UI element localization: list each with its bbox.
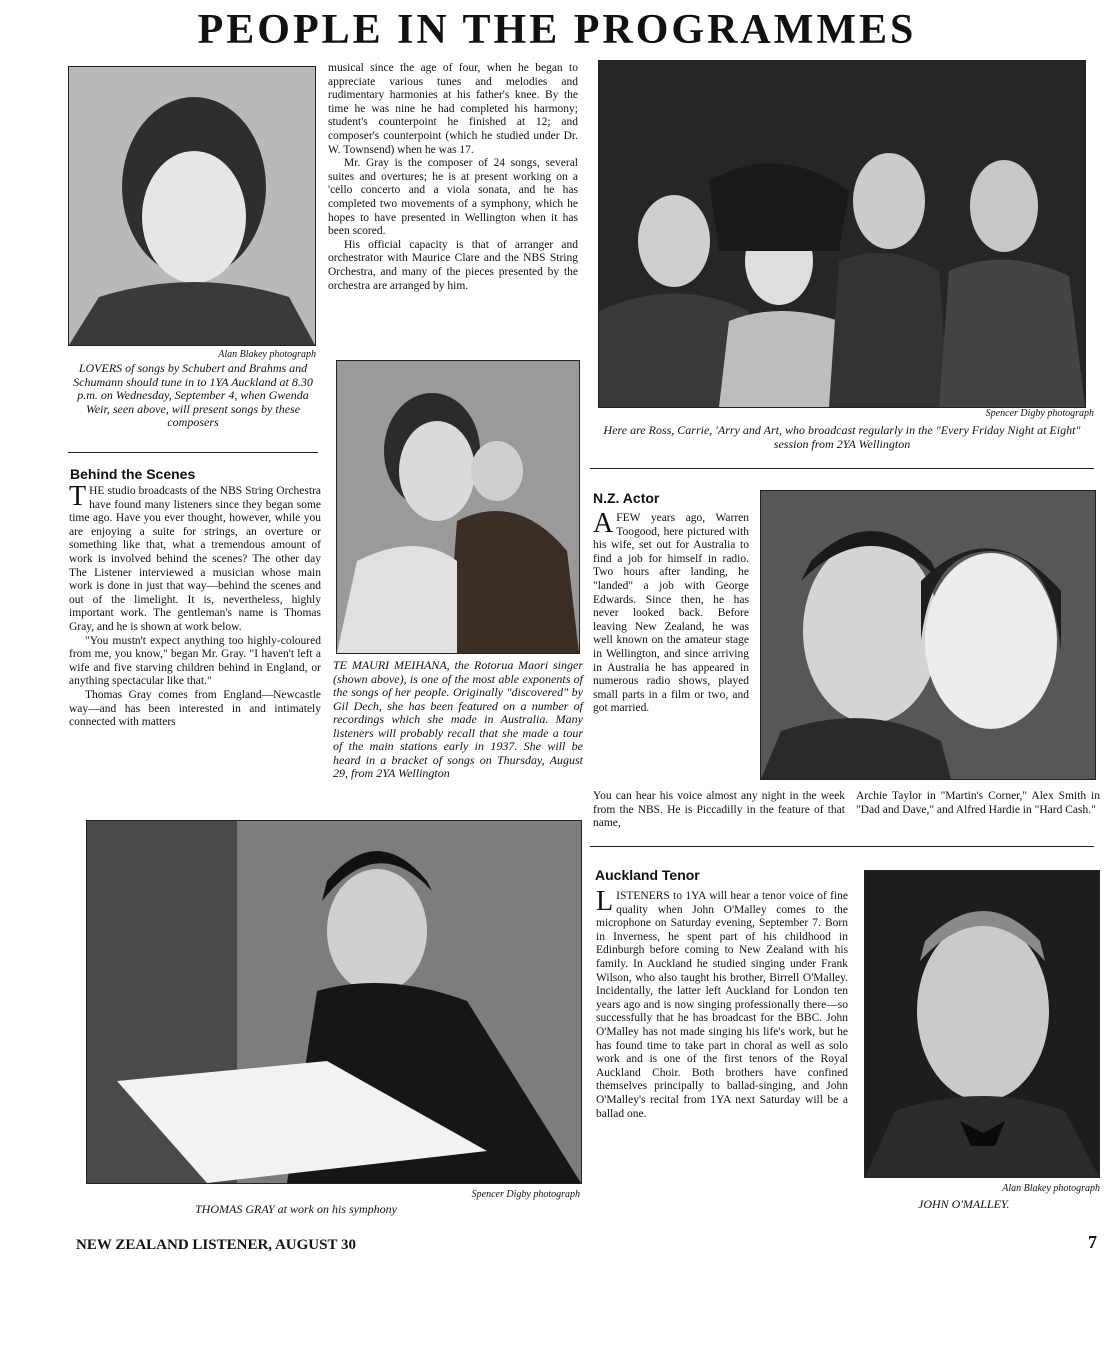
group-photo-credit: Spencer Digby photograph bbox=[985, 408, 1094, 419]
nz-actor-heading: N.Z. Actor bbox=[593, 490, 660, 506]
behind-scenes-paragraph: "You mustn't expect anything too highly-coloured from me, you know," began Mr. Gray. "I haven't left a wife and five starving children behind in England, or anything spectacular like that." bbox=[69, 634, 321, 688]
nz-actor-body bbox=[593, 508, 749, 716]
thomas-gray-photo bbox=[86, 820, 582, 1184]
group-caption: Here are Ross, Carrie, 'Arry and Art, who broadcast regularly in the "Every Friday Night at Eight" session from 2YA Wellington bbox=[603, 423, 1081, 451]
warren-toogood-photo bbox=[760, 490, 1096, 780]
gray-photo-credit: Spencer Digby photograph bbox=[471, 1189, 580, 1200]
gwenda-weir-photo bbox=[68, 66, 316, 346]
nz-actor-continued-right: Archie Taylor in "Martin's Corner," Alex Smith in "Dad and Dave," and Alfred Hardie in "Hard Cash." bbox=[856, 790, 1100, 816]
gray-caption: THOMAS GRAY at work on his symphony bbox=[195, 1202, 397, 1216]
dropcap: T bbox=[69, 481, 87, 512]
divider bbox=[68, 452, 318, 453]
omalley-caption: JOHN O'MALLEY. bbox=[918, 1197, 1010, 1211]
divider bbox=[590, 846, 1094, 847]
weir-caption: LOVERS of songs by Schubert and Brahms and Schumann should tune in to 1YA Auckland at 8.30 p.m. on Wednesday, September 4, when Gwenda Weir, seen above, will present songs by these composers bbox=[73, 361, 313, 429]
dropcap: A bbox=[593, 508, 614, 539]
behind-scenes-paragraph: HE studio broadcasts of the NBS String Orchestra have found many listeners since they began some time ago. Have you ever thought, however, while you are enjoying a suite for strings, an overture or something like that, what a tremendous amount of work is involved behind the scenes? The other day The Listener interviewed a musician whose main work is done in just that way—behind the scenes and out of the limelight. It is, nevertheless, highly important work. The gentleman's name is Thomas Gray, and he is shown at work below. bbox=[69, 485, 321, 633]
page-number: 7 bbox=[1088, 1232, 1097, 1252]
dropcap: L bbox=[596, 886, 614, 917]
gray-article-continued bbox=[328, 62, 578, 293]
auckland-tenor-heading: Auckland Tenor bbox=[595, 867, 700, 883]
meihana-caption: TE MAURI MEIHANA, the Rotorua Maori singer (shown above), is one of the most able exponents of the songs of her people. Originally "discovered" by Gil Dech, she has been featured on a number of recordings which she made in Australia. Many listeners will probably recall that she made a tour of the main stations early in 1937. She will be heard in a bracket of songs on Thursday, August 29, from 2YA Wellington bbox=[333, 658, 583, 780]
tenor-paragraph: ISTENERS to 1YA will hear a tenor voice of fine quality when John O'Malley comes to the microphone on Saturday evening, September 7. Born in Inverness, he spent part of his childhood in Edinburgh before coming to New Zealand with his family. In Auckland he studied singing under Frank Wilson, who also taught his brother, Birrell O'Malley. Incidentally, the latter left Auckland for London ten years ago and is now singing professionally there—so successfully that he has broadcast for the BBC. John O'Malley has not made singing his life's work, but he has found time to take part in choral as well as solo work and is one of the first tenors of the Royal Auckland Choir. Both brothers have confined themselves principally to ballad-singing, and John O'Malley's recital from 1YA next Saturday will be a ballad one. bbox=[596, 890, 848, 1120]
nz-actor-paragraph: FEW years ago, Warren Toogood, here pictured with his wife, set out for Australia to find a job for himself in radio. Two hours after landing, he "landed" a job with George Edwards. Since then, he has never looked back. Before leaving New Zealand, he was well known on the amateur stage in Wellington, and since arriving in Australia he has appeared in numerous radio shows, played small parts in a film or two, and got married. bbox=[593, 512, 749, 715]
footer-publication: NEW ZEALAND LISTENER, AUGUST 30 bbox=[76, 1237, 356, 1253]
page-title: PEOPLE IN THE PROGRAMMES bbox=[197, 7, 917, 53]
gray-paragraph: His official capacity is that of arranger and orchestrator with Maurice Clare and the NBS String Orchestra, and many of the pieces presented by the orchestra are arranged by him. bbox=[328, 238, 578, 292]
behind-scenes-body bbox=[69, 481, 321, 730]
te-mauri-meihana-photo bbox=[336, 360, 580, 654]
behind-scenes-paragraph: Thomas Gray comes from England—Newcastle way—and has been interested in and intimately connected with matters bbox=[69, 688, 321, 729]
divider bbox=[590, 468, 1094, 469]
behind-scenes-heading: Behind the Scenes bbox=[70, 466, 196, 482]
nz-actor-continued-left: You can hear his voice almost any night in the week from the NBS. He is Piccadilly in the feature of that name, bbox=[593, 790, 845, 830]
gray-paragraph: musical since the age of four, when he began to appreciate various tunes and melodies and rudimentary harmonies at his father's knee. By the time he was nine he had completed his harmony; student's counterpoint he finished at 12; and composer's counterpoint (which he studied under Dr. W. Townsend) when he was 17. bbox=[328, 62, 578, 156]
omalley-photo-credit: Alan Blakey photograph bbox=[1002, 1183, 1100, 1194]
gray-paragraph: Mr. Gray is the composer of 24 songs, several suites and overtures; he is at present working on a 'cello concerto and a viola sonata, and he has completed two movements of a symphony, which he hopes to have presented in Wellington when it has been scored. bbox=[328, 157, 578, 238]
auckland-tenor-body bbox=[596, 886, 848, 1121]
john-omalley-photo bbox=[864, 870, 1100, 1178]
group-photo bbox=[598, 60, 1086, 408]
weir-photo-credit: Alan Blakey photograph bbox=[218, 349, 316, 360]
